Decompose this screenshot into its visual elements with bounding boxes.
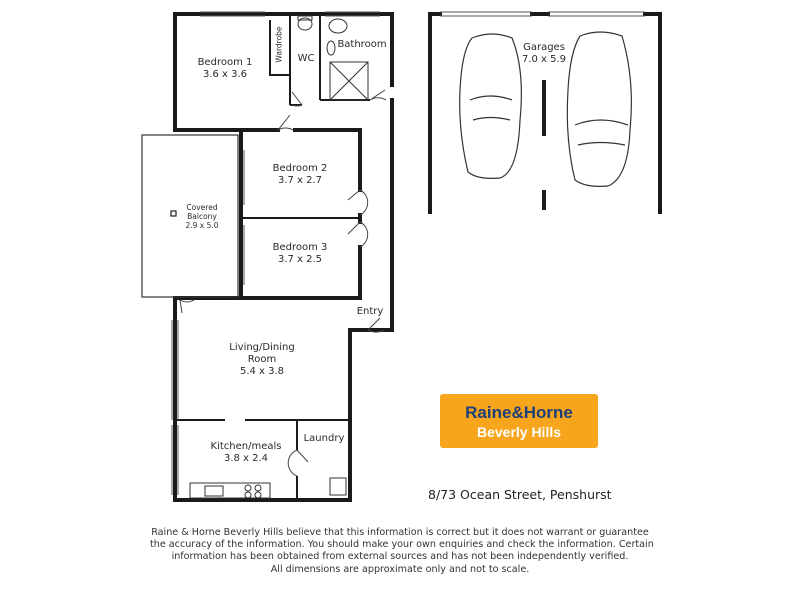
living-dims: 5.4 x 3.8: [239, 366, 285, 377]
sink-icon: [205, 486, 223, 496]
bedroom2-dims: 3.7 x 2.7: [277, 175, 323, 186]
door-bedroom2: [348, 190, 368, 215]
door-wc: [292, 92, 302, 106]
wc-label: WC: [297, 53, 315, 64]
cooktop-icon-2: [255, 485, 261, 491]
bathroom-label: Bathroom: [337, 39, 387, 50]
garages-label: [512, 42, 576, 66]
door-bedroom1: [278, 115, 293, 130]
window-garage-left: [440, 12, 532, 16]
entry-label: Entry: [356, 306, 384, 317]
garages-name: Garages: [523, 42, 565, 53]
disclaimer: [150, 527, 654, 576]
garage-divider: [542, 80, 546, 136]
balcony-name-1: Covered: [186, 203, 218, 212]
car-right-windshield: [575, 120, 628, 145]
laundry-label: Laundry: [303, 433, 345, 444]
disclaimer-line-1: Raine & Horne Beverly Hills believe that this information is correct but it does not warrant or guarantee: [151, 527, 649, 538]
car-right-icon: [567, 32, 631, 186]
bedroom1-label: [190, 57, 260, 81]
cooktop-icon-1: [245, 485, 251, 491]
garage-post: [542, 190, 546, 210]
agency-logo: [440, 394, 598, 448]
balcony-name-2: Balcony: [187, 212, 217, 221]
bedroom3-name: Bedroom 3: [272, 242, 328, 253]
bedroom1-name: Bedroom 1: [197, 57, 253, 68]
toilet-bath-icon: [329, 19, 347, 33]
laundry-tub-icon: [330, 478, 346, 495]
disclaimer-line-3: information has been obtained from external sources and has not been independently verified.: [171, 551, 629, 563]
kitchen-label: [200, 441, 292, 465]
garages-dims: 7.0 x 5.9: [521, 54, 567, 65]
shower-diagonal: [330, 62, 368, 100]
door-bedroom3: [348, 222, 368, 247]
bedroom3-label: [262, 242, 338, 266]
balcony-label: [170, 203, 234, 230]
living-name-1: Living/Dining: [229, 342, 295, 353]
property-address: 8/73 Ocean Street, Penshurst: [428, 487, 612, 502]
bedroom2-name: Bedroom 2: [272, 163, 328, 174]
car-left-windshield: [470, 96, 512, 120]
agency-branch: Beverly Hills: [476, 424, 562, 440]
cooktop-icon-4: [255, 492, 261, 498]
kitchen-name: Kitchen/meals: [210, 441, 282, 452]
cooktop-icon-3: [245, 492, 251, 498]
door-bathroom: [370, 90, 386, 100]
bedroom2-label: [262, 163, 338, 187]
disclaimer-line-4: All dimensions are approximate only and not to scale.: [270, 563, 530, 575]
bedroom3-dims: 3.7 x 2.5: [277, 254, 323, 265]
agency-name: Raine&Horne: [465, 403, 573, 422]
living-label: [212, 342, 312, 378]
window-garage-right: [548, 12, 645, 16]
kitchen-dims: 3.8 x 2.4: [223, 453, 269, 464]
balcony-dims: 2.9 x 5.0: [185, 221, 219, 230]
door-balcony: [180, 300, 194, 313]
wardrobe-label: Wardrobe: [274, 26, 284, 63]
disclaimer-line-2: the accuracy of the information. You should make your own enquiries and check the information. Certain: [150, 539, 654, 551]
bedroom1-dims: 3.6 x 3.6: [202, 69, 248, 80]
living-name-2: Room: [247, 354, 277, 365]
